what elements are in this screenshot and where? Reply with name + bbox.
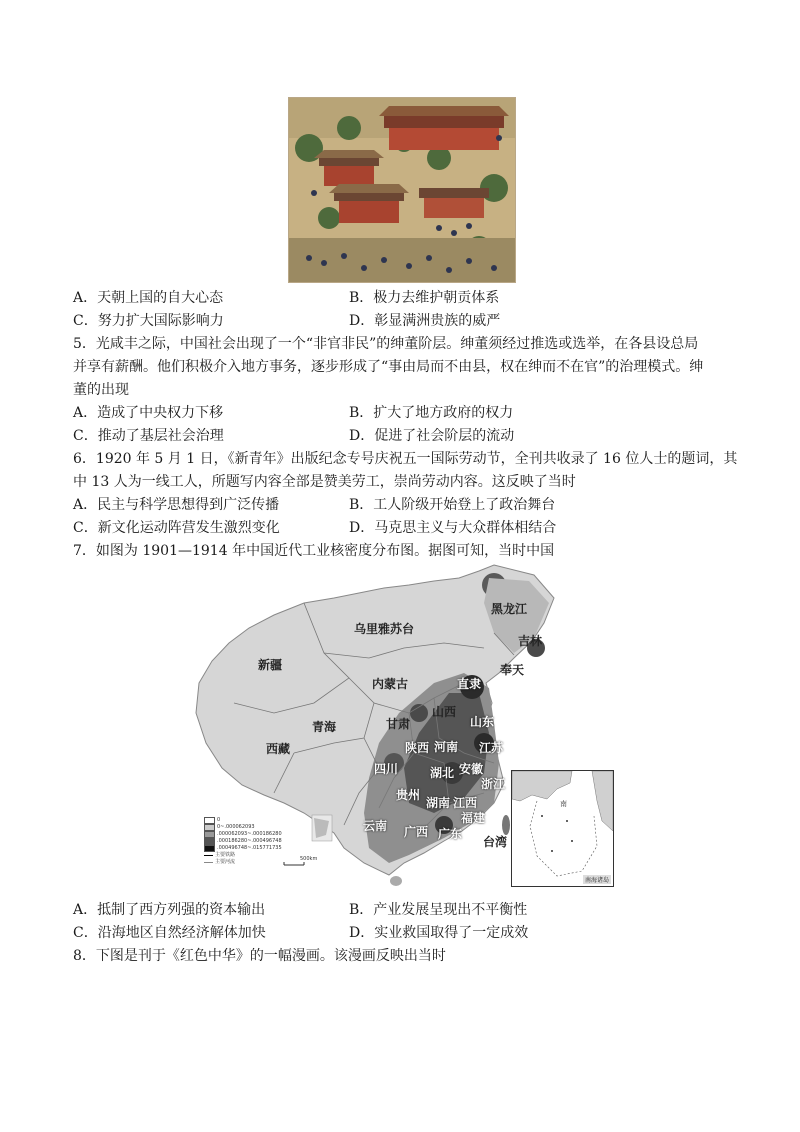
q6-stem-line-2: 中 13 人为一线工人，所题写内容全部是赞美劳工，崇尚劳动内容。这反映了当时 [73,474,576,490]
map-label-guangdong: 广东 [438,827,463,841]
map-label-xizang: 西藏 [266,742,291,756]
q7-option-c: C．沿海地区自然经济解体加快 [73,925,266,941]
q5-option-c: C．推动了基层社会治理 [73,428,224,444]
legend-item: 主要河流 [215,859,236,865]
map-label-fengtian: 奉天 [500,663,525,677]
map-label-jiangsu: 江苏 [479,741,504,755]
map-label-xinjiang: 新疆 [258,658,283,672]
q5-option-d: D．促进了社会阶层的流动 [349,428,515,444]
q6-option-c: C．新文化运动阵营发生激烈变化 [73,520,280,536]
map-label-hunan: 湖南 [426,796,451,810]
q5-option-a: A．造成了中央权力下移 [73,405,224,421]
q5-stem-line-3: 董的出现 [73,382,129,398]
inset-caption: 南海诸岛 [584,877,609,884]
map-label-guangxi: 广西 [404,825,429,839]
inset-map-shape [512,771,613,886]
map-label-shaanxi: 陕西 [405,741,430,755]
inset-text: 南 [560,800,567,808]
legend-item: 0 [217,817,221,823]
q4-option-c: C．努力扩大国际影响力 [73,313,224,329]
map-scale-label: 500km [300,856,318,862]
q6-option-b: B．工人阶级开始登上了政治舞台 [349,497,556,513]
q4-option-d: D．彰显满洲贵族的威严 [349,313,501,329]
q6-option-d: D．马克思主义与大众群体相结合 [349,520,557,536]
legend-item: .000186280~.000496748 [217,838,282,844]
legend-item: .000496748~.015771735 [217,845,282,851]
map-label-hubei: 湖北 [430,766,455,780]
map-label-sichuan: 四川 [374,762,399,776]
map-label-gansu: 甘肃 [386,717,411,731]
legend-item: 主要铁路 [215,852,236,858]
map-label-qinghai: 青海 [312,720,337,734]
palace-scene-illustration [289,98,515,282]
map-label-shanxi: 山西 [432,705,457,719]
q6-option-a: A．民主与科学思想得到广泛传播 [73,497,280,513]
legend-item: .000062093~.000186280 [217,831,282,837]
q7-option-d: D．实业救国取得了一定成效 [349,925,529,941]
q5-stem-line-1: 5．光咸丰之际，中国社会出现了一个“非官非民”的绅董阶层。绅董须经过推选或选举，在各县设总局 [73,336,699,352]
map-label-heilongjiang: 黑龙江 [491,602,528,616]
map-legend [204,817,282,866]
map-label-henan: 河南 [434,740,459,754]
qing-court-painting [288,97,516,283]
q4-option-b: B．极力去维护朝贡体系 [349,290,500,306]
map-label-fujian: 福建 [461,811,486,825]
map-label-yunnan: 云南 [363,819,388,833]
map-label-zhejiang: 浙江 [481,777,506,791]
south-china-sea-inset [511,770,614,887]
map-label-jilin: 吉林 [518,634,543,648]
q6-stem-line-1: 6．1920 年 5 月 1 日，《新青年》出版纪念专号庆祝五一国际劳动节，全刊共收录了 16 位人士的题词，其 [73,451,738,467]
q5-stem-line-2: 并享有薪酬。他们积极介入地方事务，逐步形成了“事由局而不由县，权在绅而不在官”的治理模式。绅 [73,359,704,375]
map-label-shandong: 山东 [470,715,495,729]
map-label-neimenggu: 内蒙古 [372,677,409,691]
q5-option-b: B．扩大了地方政府的权力 [349,405,514,421]
q7-option-a: A．抵制了西方列强的资本输出 [73,902,266,918]
q4-option-a: A．天朝上国的自大心态 [73,290,224,306]
q7-stem-line-1: 7．如图为 1901—1914 年中国近代工业核密度分布图。据图可知，当时中国 [73,543,555,559]
legend-item: 0~.000062093 [217,824,255,830]
q7-option-b: B．产业发展呈现出不平衡性 [349,902,528,918]
map-label-jiangxi: 江西 [453,796,478,810]
map-label-wuliyasutai: 乌里雅苏台 [354,622,415,636]
map-label-taiwan: 台湾 [483,835,508,849]
map-label-anhui: 安徽 [459,762,484,776]
map-label-guizhou: 贵州 [396,788,421,802]
q8-stem-line-1: 8．下图是刊于《红色中华》的一幅漫画。该漫画反映出当时 [73,948,446,964]
map-label-zhili: 直隶 [457,677,482,691]
